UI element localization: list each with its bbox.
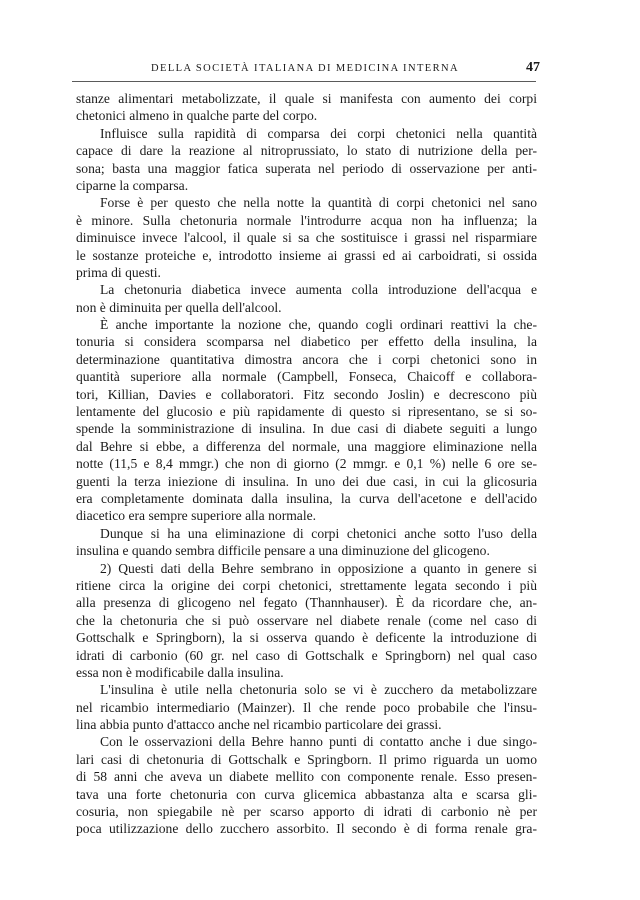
text-line: ciparne la comparsa. [76,177,189,193]
text-line: lentamente del glucosio e più rapidamente di questo si ripresentano, se si so- [76,404,537,420]
text-line: sona; basta una maggior fatica superata nel periodo di osservazione per anti- [76,160,537,176]
text-line: Con le osservazioni della Behre hanno punti di contatto anche i due singo- [100,734,537,750]
text-line: 2) Questi dati della Behre sembrano in opposizione a quanto in genere si [100,560,537,576]
text-line: lari casi di chetonuria di Gottschalk e Springborn. Il primo riguarda un uomo [76,751,537,767]
text-line: ritiene circa la origine dei corpi chetonici, strettamente legata secondo i più [76,577,537,593]
text-line: poca utilizzazione dello zucchero assorbito. Il secondo è di forma renale gra- [76,821,537,837]
text-line: determinazione quantitativa dimostra ancora che i corpi chetonici sono in [76,351,537,367]
text-line: le sostanze proteiche e, introdotto insieme ai grassi ed ai carboidrati, si ossida [76,247,537,263]
text-line: Influisce sulla rapidità di comparsa dei corpi chetonici nella quantità [100,125,537,141]
text-line: che la chetonuria che si può osservare nel diabete renale (come nel caso di [76,612,537,628]
text-line: è minore. Sulla chetonuria normale l'introdurre acqua non ha influenza; la [76,212,537,228]
text-line: capace di dare la reazione al nitroprussiato, lo stato di nutrizione della per- [76,143,537,159]
text-line: insulina e quando sembra difficile pensare a una diminuzione del glicogeno. [76,543,490,559]
text-line: tonuria si considera scomparsa nel diabetico per effetto della insulina, la [76,334,537,350]
text-line: diacetico era sempre superiore alla normale. [76,508,317,524]
text-line: era completamente dominata dalla insulina, la curva dell'acetone e dell'acido [76,490,537,506]
text-line: stanze alimentari metabolizzate, il quale si manifesta con aumento dei corpi [76,91,537,106]
text-line: Forse è per questo che nella notte la quantità di corpi chetonici nel sano [100,195,537,211]
text-line: dal Behre si ebbe, a differenza del normale, una maggiore eliminazione nella [76,438,537,454]
text-line: idrati di carbonio (60 gr. nel caso di Gottschalk e Springborn) nel qual caso [76,647,537,663]
text-line: L'insulina è utile nella chetonuria solo se vi è zucchero da metabolizzare [100,682,537,698]
text-line: lina abbia punto d'attacco anche nel ricambio particolare dei grassi. [76,717,442,733]
running-head [70,61,540,81]
text-line: tava una forte chetonuria con curva glicemica abbastanza alta e scarsa gli- [76,786,537,802]
text-line: tori, Killian, Davies e collaboratori. Fitz secondo Joslin) e decrescono più [76,386,537,402]
text-line: notte (11,5 e 8,4 mmgr.) che non di giorno (2 mmgr. e 0,1 %) nelle 6 ore se- [76,456,537,472]
text-line: alla presenza di glicogeno nel fegato (Thannhauser). È da ricordare che, an- [76,595,537,611]
text-line: cosuria, non spiegabile nè per scarso apporto di idrati di carbonio nè per [76,804,537,820]
text-line: La chetonuria diabetica invece aumenta colla introduzione dell'acqua e [100,282,537,298]
text-line: Gottschalk e Springborn), la si osserva quando è deficente la introduzione di [76,630,537,646]
text-line: chetonici almeno in qualche parte del corpo. [76,108,318,124]
text-line: guenti la terza iniezione di insulina. In uno dei due casi, in cui la glicosuria [76,473,537,489]
text-line: Dunque si ha una eliminazione di corpi chetonici anche sotto l'uso della [100,525,537,541]
running-title: DELLA SOCIETÀ ITALIANA DI MEDICINA INTERNA [151,63,459,74]
text-line: non è diminuita per quella dell'alcool. [76,299,282,315]
header-rule [72,81,536,82]
text-line: È anche importante la nozione che, quando cogli ordinari reattivi la che- [100,317,537,333]
text-line: spende la somministrazione di insulina. In due casi di diabete seguiti a lungo [76,421,537,437]
text-line: essa non è modificabile dalla insulina. [76,664,284,680]
text-line: nel ricambio intermediario (Mainzer). Il che rende poco probabile che l'insu- [76,699,537,715]
page-number: 47 [526,60,540,75]
text-line: prima di questi. [76,264,161,280]
text-line: diminuisce invece l'alcool, il quale si sa che sostituisce i grassi nel risparmiare [76,230,537,246]
body-text [76,90,537,838]
text-line: di 58 anni che aveva un diabete mellito con componente renale. Esso presen- [76,769,537,785]
text-line: quantità superiore alla normale (Campbell, Fonseca, Chaicoff e collabora- [76,369,537,385]
